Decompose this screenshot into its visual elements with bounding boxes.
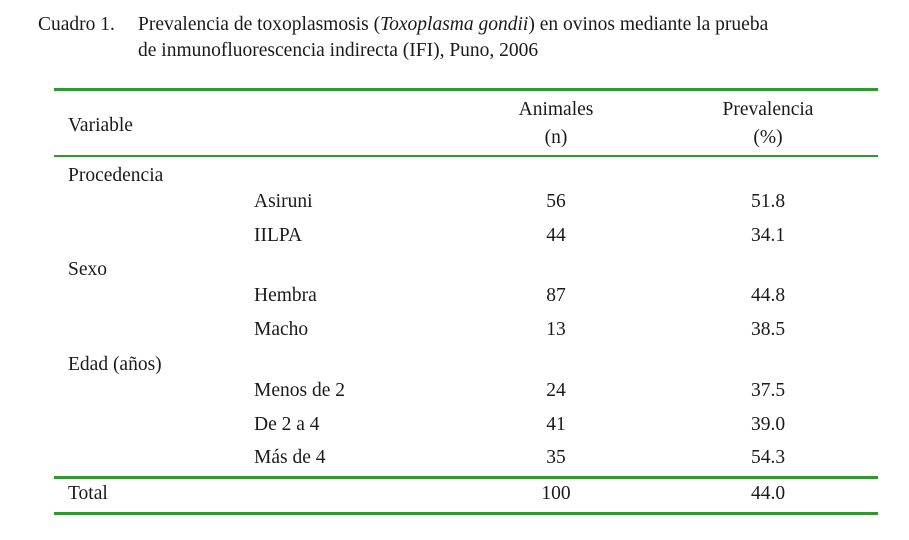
- group-label: Sexo: [68, 259, 107, 280]
- row-n: 56: [546, 191, 566, 212]
- row-pct: 37.5: [750, 380, 786, 401]
- row-n: 44: [546, 225, 566, 246]
- total-n: 100: [541, 483, 571, 504]
- header-animales: Animales: [518, 99, 594, 120]
- group-label: Edad (años): [68, 354, 162, 375]
- header-rule: [54, 155, 878, 157]
- row-pct: 38.5: [750, 319, 786, 340]
- row-pct: 51.8: [750, 191, 786, 212]
- row-label: Hembra: [254, 285, 317, 306]
- total-pct: 44.0: [750, 483, 786, 504]
- row-pct: 39.0: [750, 414, 786, 435]
- row-label: IILPA: [254, 225, 303, 246]
- group-label: Procedencia: [68, 165, 164, 186]
- header-prevalencia: Prevalencia: [722, 99, 814, 120]
- bottom-rule: [54, 512, 878, 515]
- caption-text-end: ) en ovinos mediante la prueba: [528, 14, 769, 35]
- caption-line-2: de inmunofluorescencia indirecta (IFI), Puno, 2006: [138, 40, 539, 61]
- row-label: Más de 4: [254, 447, 326, 468]
- caption-text-start: Prevalencia de toxoplasmosis (: [138, 14, 381, 35]
- top-rule: [54, 88, 878, 91]
- row-label: Menos de 2: [254, 380, 345, 401]
- row-n: 87: [546, 285, 566, 306]
- row-pct: 34.1: [750, 225, 786, 246]
- row-label: De 2 a 4: [254, 414, 320, 435]
- row-n: 41: [546, 414, 566, 435]
- row-n: 24: [546, 380, 566, 401]
- row-pct: 44.8: [750, 285, 786, 306]
- header-animales-unit: (n): [544, 127, 568, 148]
- caption-species: Toxoplasma gondii: [380, 14, 529, 35]
- total-rule: [54, 476, 878, 479]
- header-prevalencia-unit: (%): [753, 127, 783, 148]
- table-caption: [38, 12, 888, 64]
- row-label: Asiruni: [254, 191, 313, 212]
- row-label: Macho: [254, 319, 309, 340]
- row-pct: 54.3: [750, 447, 786, 468]
- total-label: Total: [68, 483, 108, 504]
- row-n: 35: [546, 447, 566, 468]
- row-n: 13: [546, 319, 566, 340]
- caption-label: Cuadro 1.: [38, 14, 115, 35]
- header-variable: Variable: [68, 115, 133, 136]
